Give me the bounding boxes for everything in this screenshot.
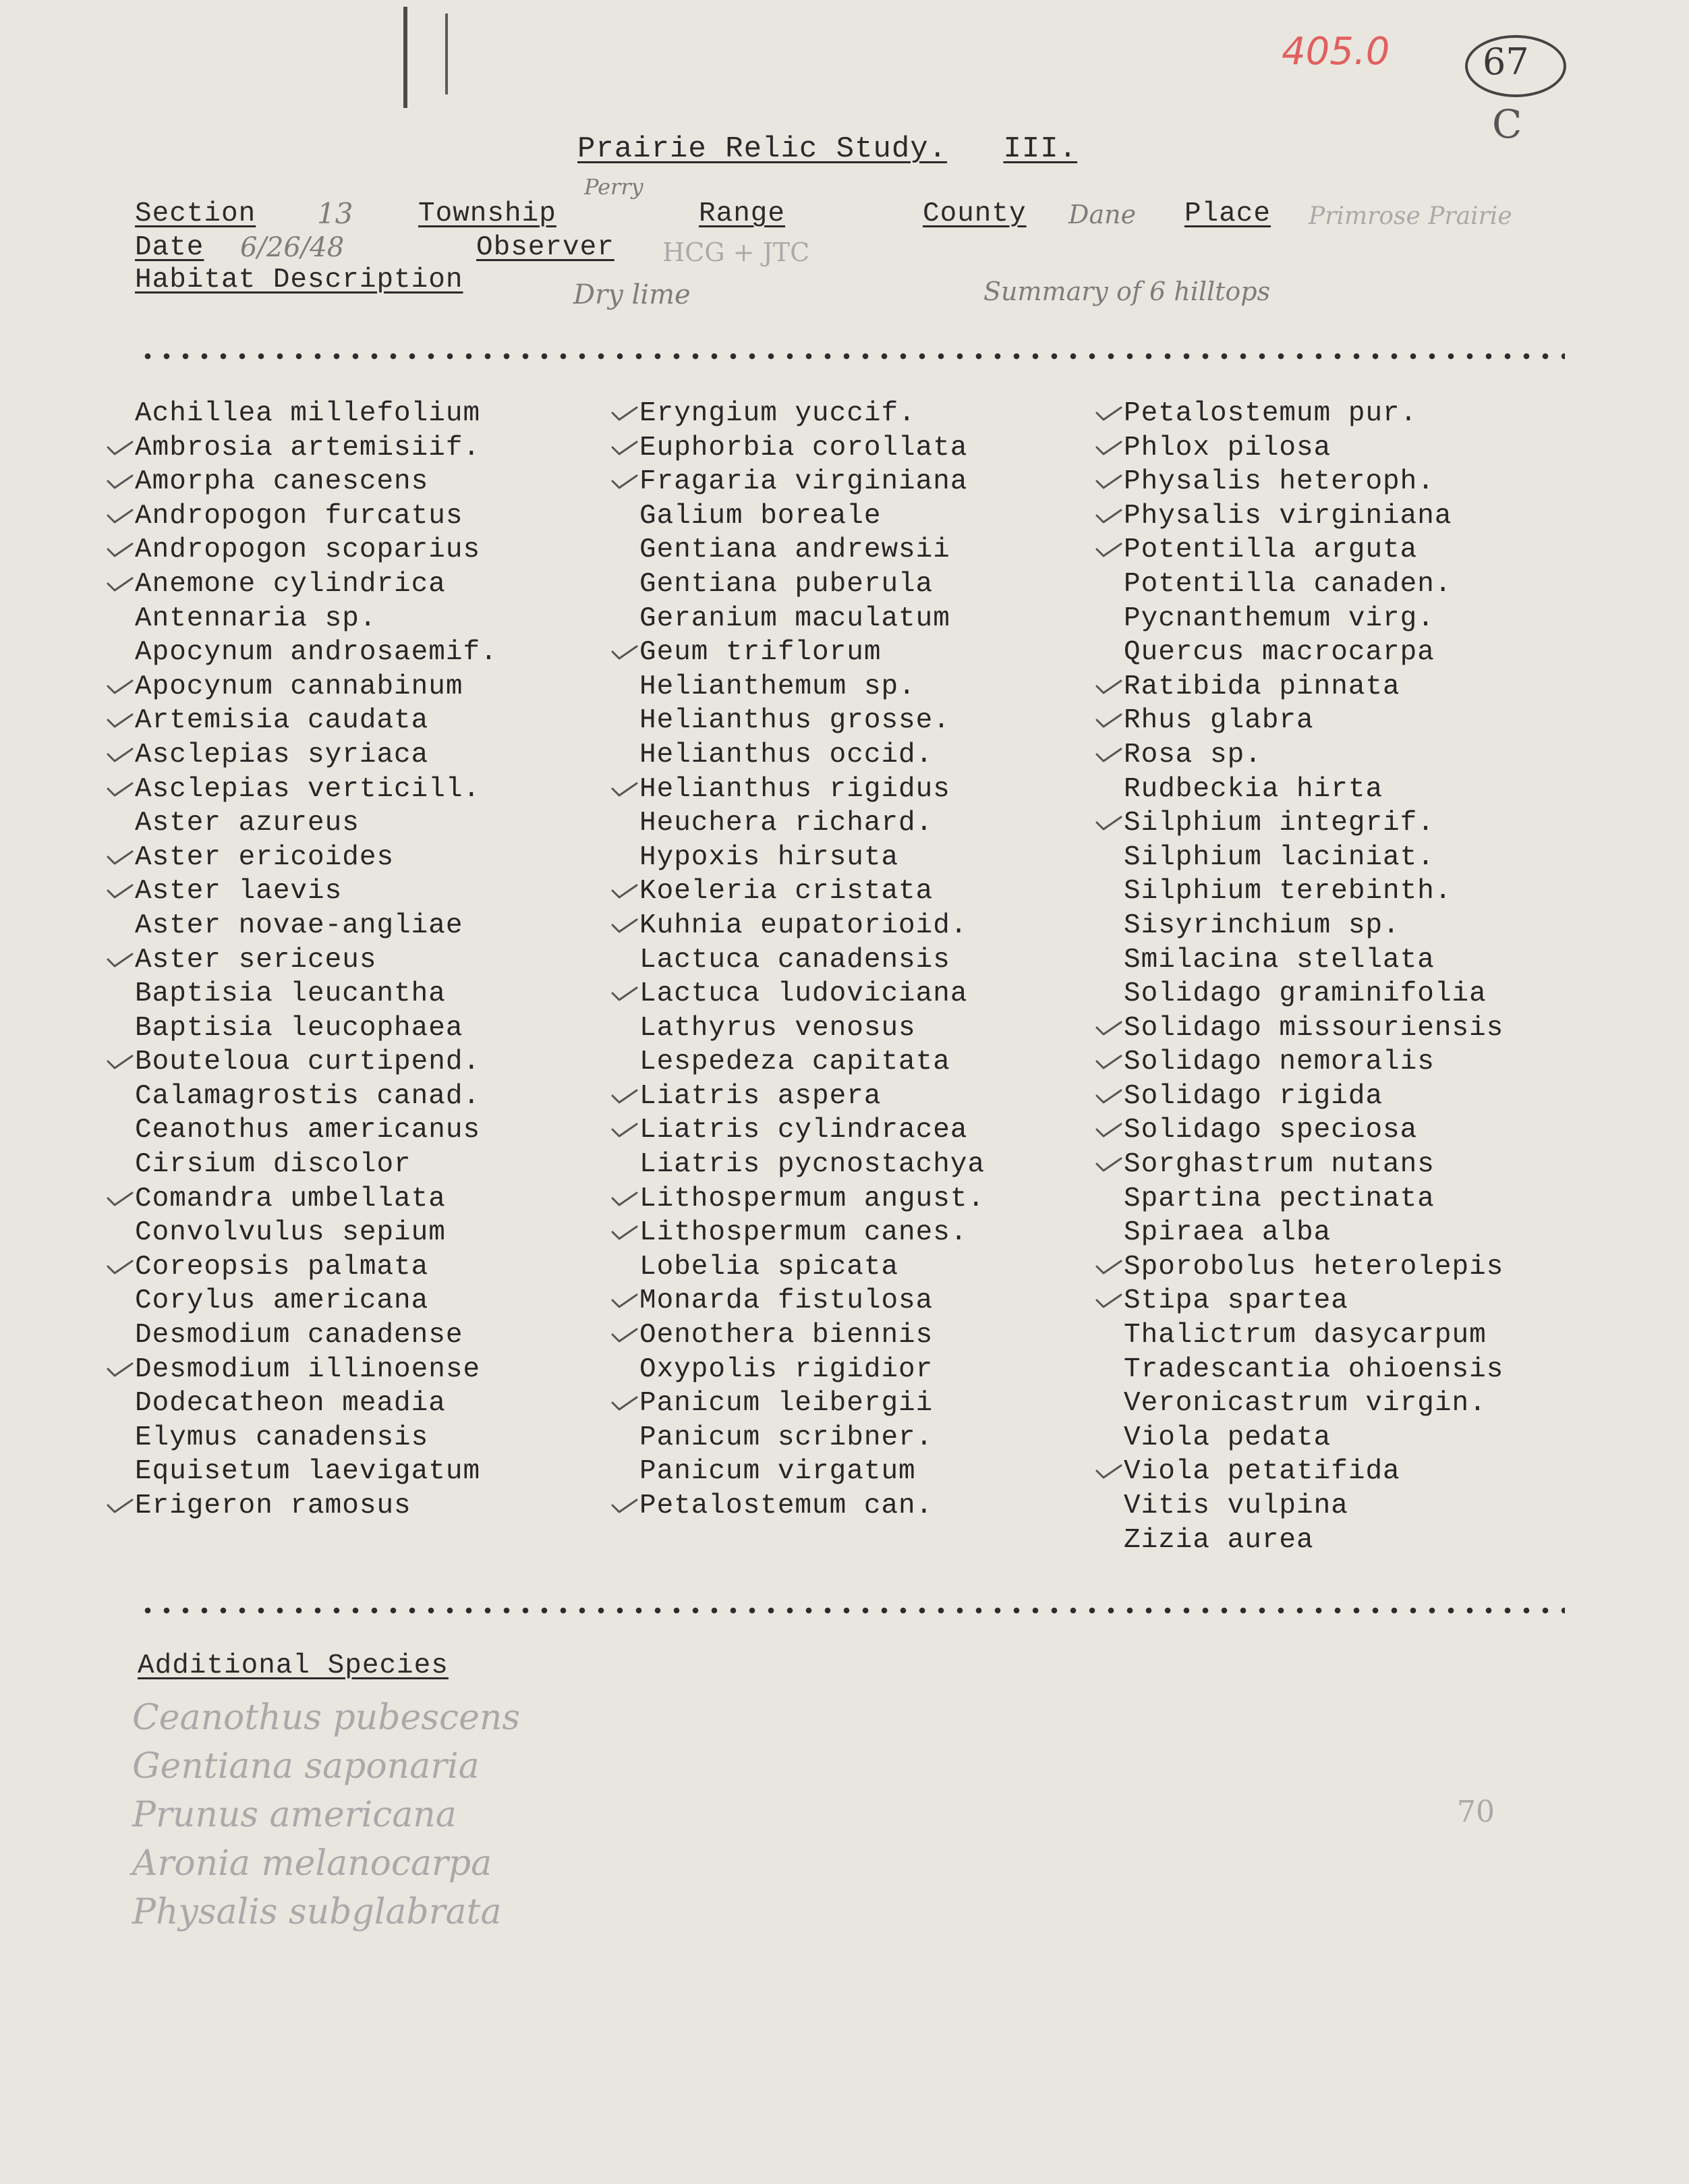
species-name: Panicum virgatum xyxy=(639,1456,916,1488)
species-name: Lactuca ludoviciana xyxy=(639,978,968,1010)
species-item xyxy=(639,806,985,841)
species-name: Solidago rigida xyxy=(1124,1080,1383,1112)
species-item xyxy=(135,533,498,567)
observer-value: HCG + JTC xyxy=(662,237,810,267)
species-item xyxy=(1124,1353,1504,1387)
checkmark-icon xyxy=(1095,1055,1122,1069)
place-label: Place xyxy=(1184,198,1271,229)
title-number: III. xyxy=(1003,132,1078,166)
species-item xyxy=(135,773,498,807)
species-name: Silphium laciniat. xyxy=(1124,841,1435,873)
species-name: Solidago nemoralis xyxy=(1124,1046,1435,1078)
species-item xyxy=(135,1421,498,1455)
species-name: Petalostemum can. xyxy=(639,1490,934,1521)
species-item xyxy=(639,1318,985,1353)
species-name: Amorpha canescens xyxy=(135,466,429,498)
species-name: Oenothera biennis xyxy=(639,1320,934,1351)
species-name: Sporobolus heterolepis xyxy=(1124,1251,1504,1283)
species-item xyxy=(135,943,498,978)
checkmark-icon xyxy=(611,441,638,455)
additional-species-item: Aronia melanocarpa xyxy=(132,1843,492,1884)
species-name: Zizia aurea xyxy=(1124,1524,1314,1556)
species-name: Artemisia caudata xyxy=(135,705,429,737)
species-name: Apocynum androsaemif. xyxy=(135,637,498,669)
species-item xyxy=(135,1113,498,1148)
species-item xyxy=(135,1045,498,1080)
species-item xyxy=(639,1387,985,1421)
species-column-3 xyxy=(1124,397,1504,1557)
species-item xyxy=(639,670,985,704)
checkmark-icon xyxy=(611,1123,638,1138)
species-item xyxy=(639,1045,985,1080)
species-item xyxy=(1124,1216,1504,1250)
species-name: Thalictrum dasycarpum xyxy=(1124,1320,1487,1351)
checkmark-icon xyxy=(1095,679,1122,694)
species-item xyxy=(1124,909,1504,943)
species-item xyxy=(1124,431,1504,466)
species-item xyxy=(135,1148,498,1182)
species-item xyxy=(1124,1387,1504,1421)
species-item xyxy=(1124,841,1504,875)
habitat-label: Habitat Description xyxy=(135,264,463,296)
species-item xyxy=(639,1250,985,1285)
species-name: Corylus americana xyxy=(135,1285,429,1317)
species-item xyxy=(1124,1080,1504,1114)
checkmark-icon xyxy=(611,1328,638,1343)
species-item xyxy=(639,431,985,466)
species-name: Rhus glabra xyxy=(1124,705,1314,737)
checkmark-icon xyxy=(107,713,134,728)
observer-label: Observer xyxy=(476,232,614,263)
species-item xyxy=(639,1421,985,1455)
species-name: Heuchera richard. xyxy=(639,808,934,839)
dotted-separator-top xyxy=(138,353,1565,360)
species-item xyxy=(135,499,498,534)
species-item xyxy=(1124,1489,1504,1523)
dotted-separator-bottom xyxy=(138,1607,1565,1614)
species-name: Comandra umbellata xyxy=(135,1183,446,1214)
species-item xyxy=(135,567,498,602)
species-item xyxy=(135,1353,498,1387)
checkmark-icon xyxy=(1095,406,1122,421)
species-item xyxy=(135,806,498,841)
species-item xyxy=(135,874,498,909)
side-number: 70 xyxy=(1457,1795,1495,1829)
species-name: Solidago speciosa xyxy=(1124,1115,1418,1146)
species-name: Helianthus occid. xyxy=(639,739,934,771)
species-item xyxy=(639,1353,985,1387)
species-name: Sorghastrum nutans xyxy=(1124,1149,1435,1181)
species-name: Rudbeckia hirta xyxy=(1124,773,1383,805)
species-name: Vitis vulpina xyxy=(1124,1490,1348,1521)
species-item xyxy=(1124,465,1504,499)
species-name: Ratibida pinnata xyxy=(1124,671,1400,702)
species-name: Coreopsis palmata xyxy=(135,1251,429,1283)
checkmark-icon xyxy=(611,1499,638,1513)
title-text: Prairie Relic Study. xyxy=(577,132,948,166)
species-item xyxy=(1124,1318,1504,1353)
checkmark-icon xyxy=(1095,474,1122,489)
species-item xyxy=(135,1455,498,1489)
species-name: Calamagrostis canad. xyxy=(135,1080,481,1112)
checkmark-icon xyxy=(611,782,638,797)
date-value: 6/26/48 xyxy=(240,232,345,263)
species-name: Liatris aspera xyxy=(639,1080,882,1112)
species-name: Cirsium discolor xyxy=(135,1149,411,1181)
species-item xyxy=(1124,806,1504,841)
species-name: Veronicastrum virgin. xyxy=(1124,1388,1487,1420)
species-name: Stipa spartea xyxy=(1124,1285,1348,1317)
species-item xyxy=(639,636,985,670)
species-item xyxy=(1124,1455,1504,1489)
species-name: Achillea millefolium xyxy=(135,398,481,429)
species-name: Euphorbia corollata xyxy=(639,432,968,464)
species-name: Lathyrus venosus xyxy=(639,1012,916,1044)
species-item xyxy=(639,773,985,807)
species-name: Spiraea alba xyxy=(1124,1217,1332,1249)
species-name: Solidago missouriensis xyxy=(1124,1012,1504,1044)
species-name: Aster laevis xyxy=(135,876,343,907)
species-item xyxy=(135,738,498,773)
species-item xyxy=(1124,1011,1504,1046)
species-name: Physalis heteroph. xyxy=(1124,466,1435,498)
species-item xyxy=(1124,1182,1504,1216)
species-item xyxy=(1124,636,1504,670)
habitat-value: Dry lime xyxy=(573,279,691,310)
corner-letter: C xyxy=(1492,101,1522,147)
species-name: Hypoxis hirsuta xyxy=(639,841,899,873)
checkmark-icon xyxy=(107,953,134,968)
species-name: Galium boreale xyxy=(639,500,882,532)
species-name: Lobelia spicata xyxy=(639,1251,899,1283)
species-name: Aster azureus xyxy=(135,808,360,839)
species-item xyxy=(1124,1045,1504,1080)
species-item xyxy=(639,533,985,567)
township-value: Perry xyxy=(584,174,643,200)
species-name: Liatris cylindracea xyxy=(639,1115,968,1146)
checkmark-icon xyxy=(1095,1157,1122,1172)
date-label: Date xyxy=(135,232,204,263)
species-name: Quercus macrocarpa xyxy=(1124,637,1435,669)
species-name: Fragaria virginiana xyxy=(639,466,968,498)
additional-species-item: Gentiana saponaria xyxy=(132,1746,480,1787)
checkmark-icon xyxy=(107,1055,134,1069)
binding-mark-left xyxy=(403,7,407,108)
species-name: Gentiana puberula xyxy=(639,568,934,600)
species-item xyxy=(639,1284,985,1318)
checkmark-icon xyxy=(1095,748,1122,762)
species-item xyxy=(639,1113,985,1148)
species-item xyxy=(639,602,985,636)
species-item xyxy=(135,1216,498,1250)
checkmark-icon xyxy=(107,577,134,592)
summary-note: Summary of 6 hilltops xyxy=(983,277,1271,306)
checkmark-icon xyxy=(107,509,134,524)
binding-mark-right xyxy=(445,13,448,94)
checkmark-icon xyxy=(107,1499,134,1513)
species-name: Andropogon furcatus xyxy=(135,500,463,532)
county-value: Dane xyxy=(1068,200,1137,229)
species-name: Pycnanthemum virg. xyxy=(1124,603,1435,634)
checkmark-icon xyxy=(1095,1464,1122,1479)
additional-species-item: Physalis subglabrata xyxy=(132,1892,502,1932)
page-title xyxy=(577,132,1077,166)
species-name: Helianthemum sp. xyxy=(639,671,916,702)
additional-species-item: Prunus americana xyxy=(132,1795,457,1835)
species-item xyxy=(135,1011,498,1046)
checkmark-icon xyxy=(611,1192,638,1206)
species-item xyxy=(639,977,985,1011)
species-name: Ambrosia artemisiif. xyxy=(135,432,481,464)
species-name: Geum triflorum xyxy=(639,637,882,669)
species-name: Baptisia leucophaea xyxy=(135,1012,463,1044)
checkmark-icon xyxy=(107,542,134,557)
species-item xyxy=(135,1182,498,1216)
species-item xyxy=(639,1011,985,1046)
species-name: Antennaria sp. xyxy=(135,603,377,634)
checkmark-icon xyxy=(611,986,638,1001)
species-name: Viola petatifida xyxy=(1124,1456,1400,1488)
species-item xyxy=(1124,874,1504,909)
section-value: 13 xyxy=(317,197,353,230)
species-item xyxy=(639,1080,985,1114)
species-name: Koeleria cristata xyxy=(639,876,934,907)
species-name: Lactuca canadensis xyxy=(639,944,950,976)
species-name: Petalostemum pur. xyxy=(1124,398,1418,429)
species-item xyxy=(135,1284,498,1318)
species-name: Phlox pilosa xyxy=(1124,432,1332,464)
species-name: Lithospermum canes. xyxy=(639,1217,968,1249)
species-item xyxy=(639,465,985,499)
species-item xyxy=(135,1080,498,1114)
checkmark-icon xyxy=(1095,1260,1122,1275)
species-item xyxy=(135,1318,498,1353)
species-item xyxy=(135,602,498,636)
species-name: Tradescantia ohioensis xyxy=(1124,1353,1504,1385)
species-name: Lespedeza capitata xyxy=(639,1046,950,1078)
species-item xyxy=(639,1148,985,1182)
range-label: Range xyxy=(699,198,786,229)
accession-number: 405.0 xyxy=(1282,30,1390,74)
species-item xyxy=(135,636,498,670)
checkmark-icon xyxy=(611,1293,638,1308)
species-name: Spartina pectinata xyxy=(1124,1183,1435,1214)
species-name: Panicum leibergii xyxy=(639,1388,934,1420)
checkmark-icon xyxy=(107,474,134,489)
species-item xyxy=(1124,567,1504,602)
species-name: Aster novae-angliae xyxy=(135,909,463,941)
species-column-1 xyxy=(135,397,498,1523)
species-name: Erigeron ramosus xyxy=(135,1490,411,1521)
species-name: Oxypolis rigidior xyxy=(639,1353,934,1385)
checkmark-icon xyxy=(611,918,638,933)
checkmark-icon xyxy=(1095,441,1122,455)
species-item xyxy=(1124,704,1504,738)
checkmark-icon xyxy=(1095,1021,1122,1036)
species-name: Geranium maculatum xyxy=(639,603,950,634)
species-item xyxy=(639,874,985,909)
species-item xyxy=(639,841,985,875)
species-item xyxy=(1124,499,1504,534)
species-name: Monarda fistulosa xyxy=(639,1285,934,1317)
species-item xyxy=(639,943,985,978)
species-name: Rosa sp. xyxy=(1124,739,1262,771)
species-item xyxy=(1124,773,1504,807)
species-name: Liatris pycnostachya xyxy=(639,1149,985,1181)
species-name: Asclepias verticill. xyxy=(135,773,481,805)
species-item xyxy=(135,1387,498,1421)
checkmark-icon xyxy=(107,850,134,865)
species-name: Apocynum cannabinum xyxy=(135,671,463,702)
species-name: Solidago graminifolia xyxy=(1124,978,1487,1010)
species-name: Eryngium yuccif. xyxy=(639,398,916,429)
species-item xyxy=(1124,943,1504,978)
species-name: Viola pedata xyxy=(1124,1422,1332,1453)
checkmark-icon xyxy=(1095,816,1122,831)
checkmark-icon xyxy=(1095,1293,1122,1308)
checkmark-icon xyxy=(107,679,134,694)
species-item xyxy=(1124,738,1504,773)
species-name: Silphium integrif. xyxy=(1124,808,1435,839)
species-name: Aster sericeus xyxy=(135,944,377,976)
checkmark-icon xyxy=(1095,1123,1122,1138)
species-item xyxy=(1124,1113,1504,1148)
species-name: Kuhnia eupatorioid. xyxy=(639,909,968,941)
species-item xyxy=(639,1182,985,1216)
species-name: Ceanothus americanus xyxy=(135,1115,481,1146)
species-name: Potentilla canaden. xyxy=(1124,568,1452,600)
species-name: Asclepias syriaca xyxy=(135,739,429,771)
checkmark-icon xyxy=(611,1089,638,1104)
species-item xyxy=(1124,1250,1504,1285)
species-name: Bouteloua curtipend. xyxy=(135,1046,481,1078)
species-name: Helianthus grosse. xyxy=(639,705,950,737)
species-name: Silphium terebinth. xyxy=(1124,876,1452,907)
species-name: Gentiana andrewsii xyxy=(639,534,950,566)
additional-species-list xyxy=(132,1693,520,1936)
species-item xyxy=(135,1489,498,1523)
checkmark-icon xyxy=(611,474,638,489)
species-item xyxy=(135,670,498,704)
species-item xyxy=(639,738,985,773)
species-item xyxy=(1124,1148,1504,1182)
species-item xyxy=(639,499,985,534)
species-item xyxy=(1124,1523,1504,1558)
species-item xyxy=(1124,397,1504,431)
checkmark-icon xyxy=(107,884,134,899)
checkmark-icon xyxy=(611,406,638,421)
place-value: Primrose Prairie xyxy=(1309,202,1512,230)
county-label: County xyxy=(923,198,1027,229)
species-name: Elymus canadensis xyxy=(135,1422,429,1453)
species-item xyxy=(135,431,498,466)
species-name: Smilacina stellata xyxy=(1124,944,1435,976)
species-item xyxy=(1124,977,1504,1011)
species-name: Desmodium canadense xyxy=(135,1320,463,1351)
species-item xyxy=(135,465,498,499)
species-column-2 xyxy=(639,397,985,1523)
checkmark-icon xyxy=(1095,509,1122,524)
species-item xyxy=(1124,602,1504,636)
species-name: Sisyrinchium sp. xyxy=(1124,909,1400,941)
checkmark-icon xyxy=(1095,713,1122,728)
species-item xyxy=(1124,1284,1504,1318)
species-name: Panicum scribner. xyxy=(639,1422,934,1453)
species-item xyxy=(639,397,985,431)
species-name: Anemone cylindrica xyxy=(135,568,446,600)
checkmark-icon xyxy=(611,884,638,899)
checkmark-icon xyxy=(107,1192,134,1206)
species-name: Desmodium illinoense xyxy=(135,1353,481,1385)
species-name: Physalis virginiana xyxy=(1124,500,1452,532)
checkmark-icon xyxy=(107,1260,134,1275)
species-item xyxy=(135,841,498,875)
checkmark-icon xyxy=(611,1225,638,1240)
species-name: Baptisia leucantha xyxy=(135,978,446,1010)
species-item xyxy=(135,977,498,1011)
section-label: Section xyxy=(135,198,256,229)
species-name: Aster ericoides xyxy=(135,841,395,873)
species-name: Convolvulus sepium xyxy=(135,1217,446,1249)
species-item xyxy=(135,1250,498,1285)
species-name: Andropogon scoparius xyxy=(135,534,481,566)
species-item xyxy=(639,1455,985,1489)
checkmark-icon xyxy=(611,1396,638,1411)
species-item xyxy=(1124,1421,1504,1455)
species-item xyxy=(639,704,985,738)
species-name: Potentilla arguta xyxy=(1124,534,1418,566)
species-item xyxy=(639,1216,985,1250)
species-item xyxy=(1124,670,1504,704)
checkmark-icon xyxy=(107,748,134,762)
species-item xyxy=(135,704,498,738)
species-item xyxy=(1124,533,1504,567)
checkmark-icon xyxy=(611,645,638,660)
species-item xyxy=(639,1489,985,1523)
species-name: Dodecatheon meadia xyxy=(135,1388,446,1420)
additional-species-label: Additional Species xyxy=(138,1650,449,1681)
additional-species-item: Ceanothus pubescens xyxy=(132,1698,521,1738)
species-item xyxy=(135,397,498,431)
checkmark-icon xyxy=(107,1362,134,1377)
checkmark-icon xyxy=(1095,1089,1122,1104)
species-name: Helianthus rigidus xyxy=(639,773,950,805)
checkmark-icon xyxy=(1095,542,1122,557)
township-label: Township xyxy=(418,198,556,229)
species-item xyxy=(135,909,498,943)
checkmark-icon xyxy=(107,782,134,797)
checkmark-icon xyxy=(107,441,134,455)
circled-number: 67 xyxy=(1483,40,1529,83)
species-name: Lithospermum angust. xyxy=(639,1183,985,1214)
species-item xyxy=(639,909,985,943)
species-name: Equisetum laevigatum xyxy=(135,1456,481,1488)
species-item xyxy=(639,567,985,602)
